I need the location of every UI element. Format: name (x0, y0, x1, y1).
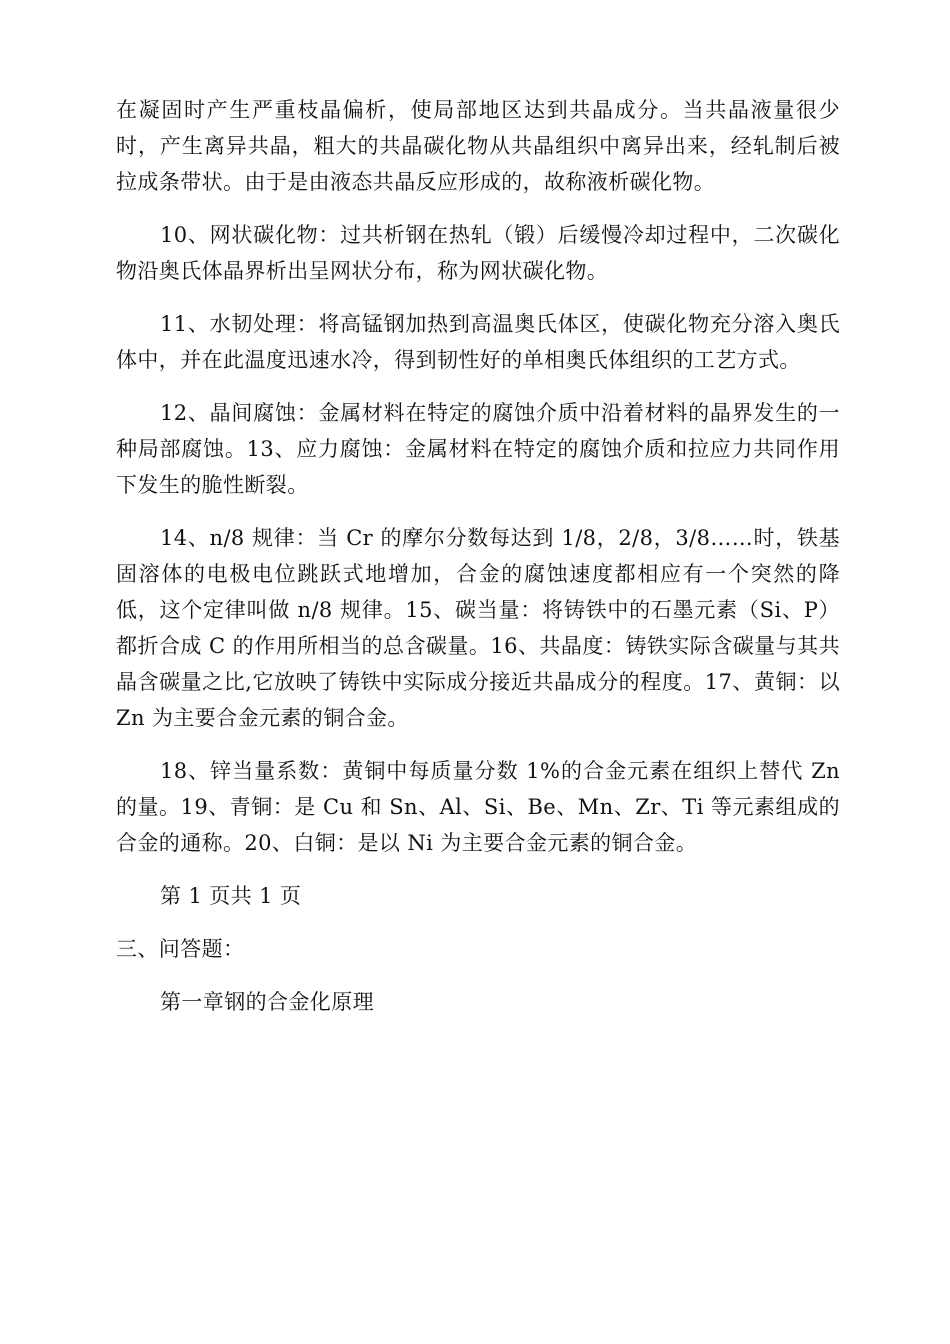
page-number: 第 1 页共 1 页 (160, 884, 302, 908)
section-title: 三、问答题： (116, 937, 245, 961)
paragraph-network-carbide: 10、网状碳化物：过共析钢在热轧（锻）后缓慢冷却过程中，二次碳化物沿奥氏体晶界析出呈网状分布，称为网状碳化物。 (116, 223, 840, 283)
paragraph-n8-rule: 14、n/8 规律：当 Cr 的摩尔分数每达到 1/8，2/8，3/8……时，铁基固溶体的电极电位跳跃式地增加，合金的腐蚀速度都相应有一个突然的降低，这个定律叫做 n/8 规律。15、碳当量：将铸铁中的石墨元素（Si、P）都折合成 C 的作用所相当的总含碳量。16、共晶度：铸铁实际含碳量与其共晶含碳量之比,它放映了铸铁中实际成分接近共晶成分的程度。17、黄铜：以 Zn 为主要合金元素的铜合金。 (116, 526, 840, 730)
chapter-title: 第一章钢的合金化原理 (160, 990, 374, 1014)
paragraph-water-toughening: 11、水韧处理：将高锰钢加热到高温奥氏体区，使碳化物充分溶入奥氏体中，并在此温度迅速水冷，得到韧性好的单相奥氏体组织的工艺方式。 (116, 312, 840, 372)
paragraph-intergranular-corrosion: 12、晶间腐蚀：金属材料在特定的腐蚀介质中沿着材料的晶界发生的一种局部腐蚀。13、应力腐蚀：金属材料在特定的腐蚀介质和拉应力共同作用下发生的脆性断裂。 (116, 401, 840, 497)
paragraph-liquation-carbide-cont: 在凝固时产生严重枝晶偏析，使局部地区达到共晶成分。当共晶液量很少时，产生离异共晶，粗大的共晶碳化物从共晶组织中离异出来，经轧制后被拉成条带状。由于是由液态共晶反应形成的，故称液析碳化物。 (116, 98, 840, 194)
paragraph-zinc-equivalent: 18、锌当量系数：黄铜中每质量分数 1%的合金元素在组织上替代 Zn 的量。19、青铜：是 Cu 和 Sn、Al、Si、Be、Mn、Zr、Ti 等元素组成的合金的通称。20、白铜：是以 Ni 为主要合金元素的铜合金。 (116, 759, 840, 855)
